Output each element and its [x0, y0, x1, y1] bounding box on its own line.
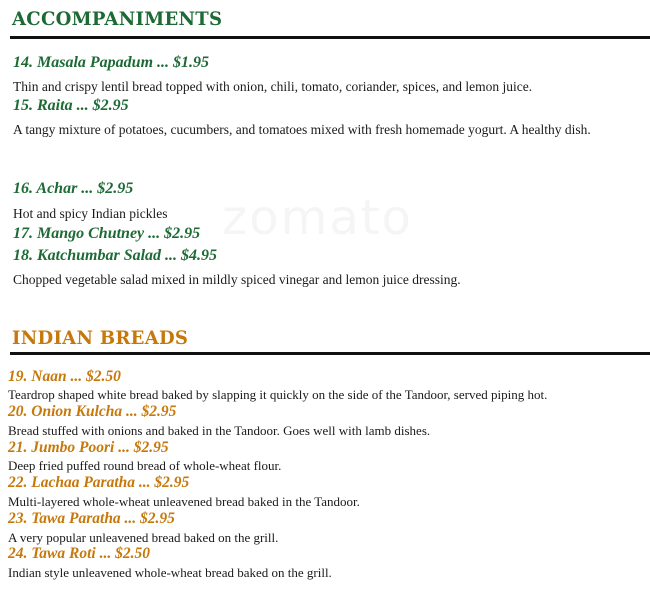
menu-item-title: 17. Mango Chutney ... $2.95: [13, 225, 201, 242]
menu-item-desc: Thin and crispy lentil bread topped with onion, chili, tomato, coriander, spices, and lemon juice.: [13, 79, 533, 94]
menu-item-desc: A tangy mixture of potatoes, cucumbers, and tomatoes mixed with fresh homemade yogurt. A healthy dish.: [13, 122, 591, 137]
accompaniments-rule: [10, 36, 650, 39]
zomato-watermark: zomato: [222, 190, 413, 246]
menu-item-title: 18. Katchumbar Salad ... $4.95: [13, 247, 218, 264]
menu-item-desc: Multi-layered whole-wheat unleavened bread baked in the Tandoor.: [8, 494, 360, 509]
menu-item-desc: Indian style unleavened whole-wheat bread baked on the grill.: [8, 565, 332, 580]
indian-breads-rule: [10, 352, 650, 355]
menu-item-desc: Chopped vegetable salad mixed in mildly spiced vinegar and lemon juice dressing.: [13, 272, 461, 287]
menu-item-desc: Bread stuffed with onions and baked in the Tandoor. Goes well with lamb dishes.: [8, 423, 431, 438]
menu-item-desc: Teardrop shaped white bread baked by slapping it quickly on the side of the Tandoor, served piping hot.: [8, 387, 548, 402]
menu-item-title: 15. Raita ... $2.95: [13, 97, 129, 114]
menu-item-desc: A very popular unleavened bread baked on the grill.: [8, 530, 279, 545]
menu-item-title: 21. Jumbo Poori ... $2.95: [8, 439, 169, 456]
menu-item-title: 20. Onion Kulcha ... $2.95: [8, 403, 177, 420]
indian-breads-heading: INDIAN BREADS: [12, 327, 189, 349]
menu-item-title: 23. Tawa Paratha ... $2.95: [8, 510, 175, 527]
accompaniments-heading: ACCOMPANIMENTS: [12, 8, 223, 30]
menu-item-title: 14. Masala Papadum ... $1.95: [13, 54, 210, 71]
menu-item-title: 24. Tawa Roti ... $2.50: [8, 545, 150, 562]
menu-item-title: 19. Naan ... $2.50: [8, 368, 121, 385]
menu-item-title: 22. Lachaa Paratha ... $2.95: [8, 474, 190, 491]
menu-item-title: 16. Achar ... $2.95: [13, 180, 134, 197]
menu-item-desc: Deep fried puffed round bread of whole-wheat flour.: [8, 458, 282, 473]
menu-item-desc: Hot and spicy Indian pickles: [13, 206, 168, 221]
